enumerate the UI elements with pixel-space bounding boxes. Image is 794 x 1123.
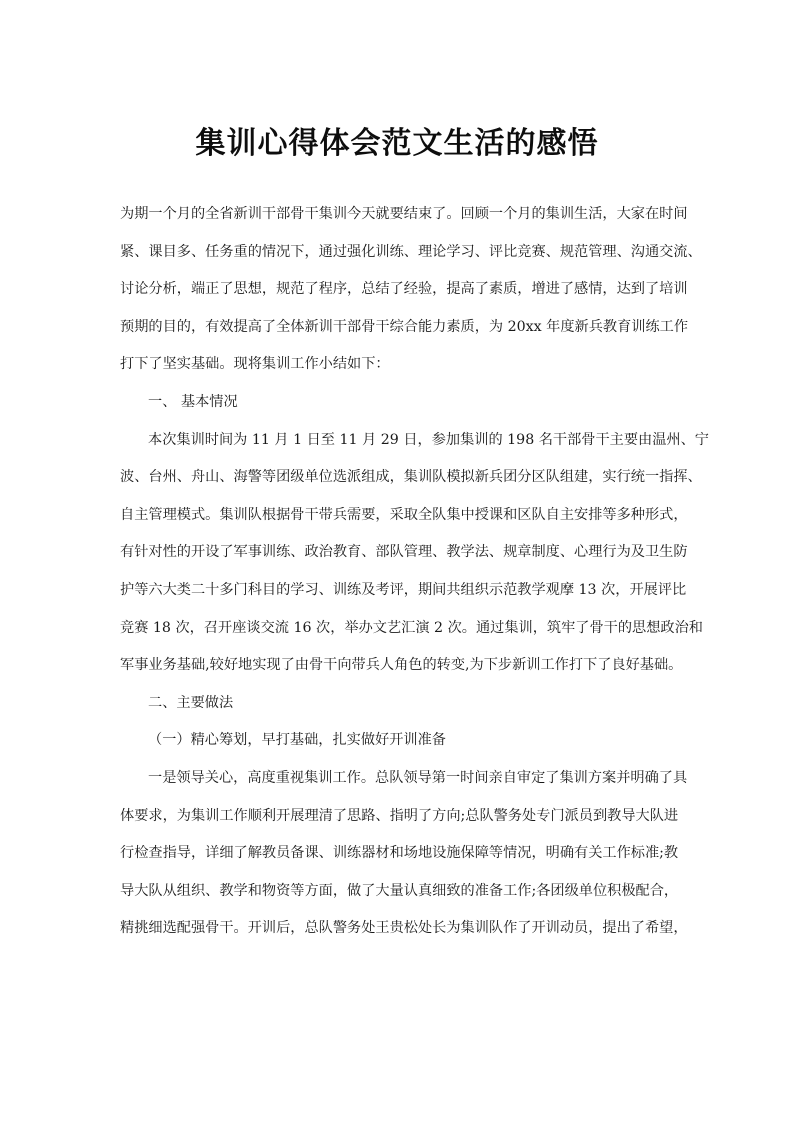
paragraph-line: 护等六大类二十多门科目的学习、训练及考评，期间共组织示范教学观摩 13 次，开展评比 [120, 581, 687, 598]
paragraph-line: 打下了坚实基础。现将集训工作小结如下： [120, 356, 390, 373]
paragraph-line: 为期一个月的全省新训干部骨干集训今天就要结束了。回顾一个月的集训生活，大家在时间 [120, 206, 688, 222]
paragraph-line: 预期的目的，有效提高了全体新训干部骨干综合能力素质，为 20xx 年度新兵教育训练工作 [120, 318, 689, 335]
paragraph-line: 军事业务基础,较好地实现了由骨干向带兵人角色的转变,为下步新训工作打下了良好基础。 [120, 657, 683, 674]
paragraph-line: 波、台州、舟山、海警等团级单位选派组成，集训队模拟新兵团分区队组建，实行统一指挥、 [120, 469, 702, 486]
section-heading: 一、 基本情况 [148, 393, 238, 410]
paragraph-line: 自主管理模式。集训队根据骨干带兵需要，采取全队集中授课和区队自主安排等多种形式， [120, 506, 688, 523]
paragraph-line: 一是领导关心，高度重视集训工作。总队领导第一时间亲自审定了集训方案并明确了具 [148, 769, 688, 786]
paragraph-line: 行检查指导，详细了解教员备课、训练器材和场地设施保障等情况，明确有关工作标准;教 [120, 845, 679, 862]
section-heading: 二、主要做法 [148, 694, 234, 711]
paragraph-line: 本次集训时间为 11 月 1 日至 11 月 29 日，参加集训的 198 名干部骨干主要由温州、宁 [148, 431, 709, 448]
subsection-heading: （一）精心筹划，早打基础，扎实做好开训准备 [148, 732, 446, 749]
paragraph-line: 紧、课目多、任务重的情况下，通过强化训练、理论学习、评比竞赛、规范管理、沟通交流、 [120, 243, 702, 260]
document-title: 集训心得体会范文生活的感悟 [195, 126, 599, 161]
paragraph-line: 精挑细选配强骨干。开训后，总队警务处王贵松处长为集训队作了开训动员，提出了希望， [120, 920, 688, 937]
paragraph-line: 有针对性的开设了军事训练、政治教育、部队管理、教学法、规章制度、心理行为及卫生防 [120, 544, 688, 561]
paragraph-line: 体要求，为集训工作顺利开展理清了思路、指明了方向;总队警务处专门派员到教导大队进 [120, 807, 679, 824]
document-body [120, 196, 709, 948]
paragraph-line: 竞赛 18 次，召开座谈交流 16 次，举办文艺汇演 2 次。通过集训，筑牢了骨干的思想政治和 [120, 619, 703, 636]
paragraph-line: 讨论分析，端正了思想，规范了程序，总结了经验，提高了素质，增进了感情，达到了培训 [120, 281, 688, 298]
paragraph-line: 导大队从组织、教学和物资等方面，做了大量认真细致的准备工作;各团级单位积极配合， [120, 882, 679, 899]
